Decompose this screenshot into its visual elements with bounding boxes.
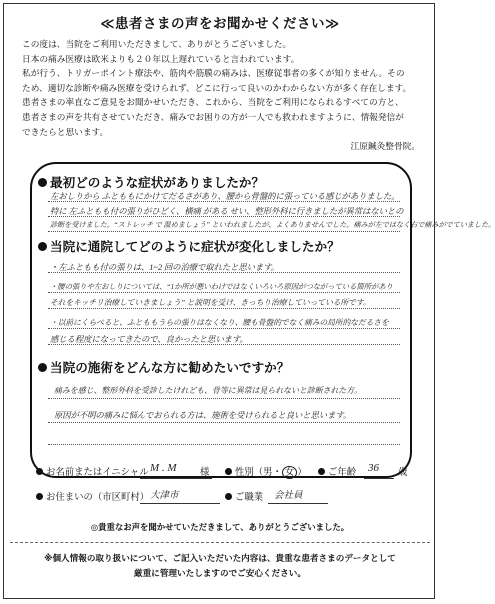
answer-line	[48, 308, 400, 309]
intro-paragraph	[22, 38, 422, 155]
answer-2-text: ・以前にくらべると、ふとももうらの張りはなくなり、腰も骨盤的でなく痛みの局所的なだるさを	[50, 318, 389, 327]
job-field[interactable]	[268, 503, 328, 504]
page-title: ≪患者さまの声をお聞かせください≫	[100, 16, 340, 32]
honorific: 様	[200, 467, 210, 478]
answer-line	[48, 231, 400, 232]
answer-2-text: ・左ふともも付の張りは、1~2 回の治療で取れたと思います。	[50, 263, 280, 272]
intro-line: 患者さまの声を共有させていただき、痛みでお困りの方が一人でも救われますように、情報発信が	[22, 112, 404, 123]
name-label: お名前またはイニシャル	[36, 464, 149, 478]
answer-line	[48, 328, 400, 329]
question-1-label: 最初どのような症状がありましたか？	[50, 175, 265, 190]
age-value: 36	[368, 462, 379, 474]
gender-male-option[interactable]: 男	[263, 467, 273, 478]
answer-1-text: 特に 左ふともも付の張りがひどく、横痛 がある せい、整形外科に行きましたが異常はないとの	[50, 207, 404, 216]
gender-female-option[interactable]: 女	[282, 466, 297, 479]
bullet-icon	[36, 493, 43, 500]
answer-1-text: 診断を受けました。“ストレッチ で 温めましょう” といわれましたが、よくありませんでした。痛みが左ではなく右で痛みがでていました。	[50, 221, 495, 229]
address-field[interactable]	[140, 503, 220, 504]
bullet-icon	[318, 468, 325, 475]
gender-label: 性別（男・ 女 ）	[225, 464, 307, 479]
bullet-icon	[38, 178, 47, 187]
question-2-label: 当院に通院してどのように症状が変化しましたか？	[50, 239, 340, 254]
privacy-notice	[0, 552, 440, 582]
age-unit: 歳	[398, 467, 408, 478]
answer-1-text: 左おしりから ふとももにかけてだるさがあり、腰から骨盤的に張っている感じがありました。	[50, 192, 400, 201]
answer-line	[48, 444, 400, 445]
intro-line: ため、適切な診断や痛み医療を受けられず、どこに行って良いのかわからない方が多く存在します。	[22, 83, 412, 94]
intro-line: できたらと思います。	[22, 127, 109, 138]
privacy-line: 厳重に管理いたしますのでご安心ください。	[134, 569, 306, 579]
bullet-icon	[38, 363, 47, 372]
address-value: 大津市	[150, 491, 179, 501]
question-2	[38, 236, 340, 255]
bullet-icon	[225, 493, 232, 500]
privacy-line: ※個人情報の取り扱いについて、ご記入いただいた内容は、貴重な患者さまのデータとして	[44, 554, 396, 564]
answer-line	[48, 422, 400, 423]
name-field[interactable]	[140, 478, 212, 479]
intro-line: 患者さまの率直なご意見をお聞かせいただき、これから、当院をご利用になられるすべての方と、	[22, 98, 404, 109]
answer-2-text: それをキッチリ治療していきましょう” と説明を受け、きっちり治療していっている所です。	[50, 298, 371, 307]
address-label: お住まいの（市区町村）	[36, 489, 149, 503]
intro-line: この度は、当院をご利用いただきまして、ありがとうございました。	[22, 40, 292, 50]
question-3-label: 当院の施術をどんな方に勧めたいですか？	[50, 360, 290, 375]
answer-3-text: 原因が不明の痛みに悩んでおられる方は、施術を受けられると良いと思います。	[54, 411, 352, 420]
job-value: 会社員	[274, 491, 303, 501]
clinic-signature: 江原鍼灸整骨院。	[350, 142, 420, 153]
answer-line	[48, 292, 400, 293]
age-field[interactable]	[364, 478, 394, 479]
answer-line	[48, 398, 400, 399]
job-label: ご職業	[225, 489, 263, 503]
divider	[10, 542, 430, 543]
thanks-message: ◎貴重なお声を聞かせていただきまして、ありがとうございました。	[90, 522, 350, 532]
intro-line: 日本の痛み医療は欧米よりも２０年以上遅れていると言われています。	[22, 54, 300, 65]
question-1	[38, 172, 264, 191]
intro-line: 私が行う、トリガーポイント療法や、筋肉や筋膜の痛みは、医療従事者の多くが知りません。その	[22, 69, 405, 80]
bullet-icon	[36, 468, 43, 475]
answer-3-text: 痛みを感じ、整形外科を受診したけれども、骨等に異常は見られないと診断された方。	[54, 386, 363, 395]
name-value: M . M	[150, 462, 177, 474]
answer-2-text: 感じる程度になってきたので、良かったと思います。	[50, 335, 248, 344]
answer-2-text: ・腰の張りや左おしりについては、“1か所が悪いわけではなくいろいろ原因がつながっている箇所があり	[50, 282, 393, 291]
bullet-icon	[225, 468, 232, 475]
age-label: ご年齢	[318, 464, 356, 478]
question-3	[38, 357, 289, 376]
bullet-icon	[38, 242, 47, 251]
